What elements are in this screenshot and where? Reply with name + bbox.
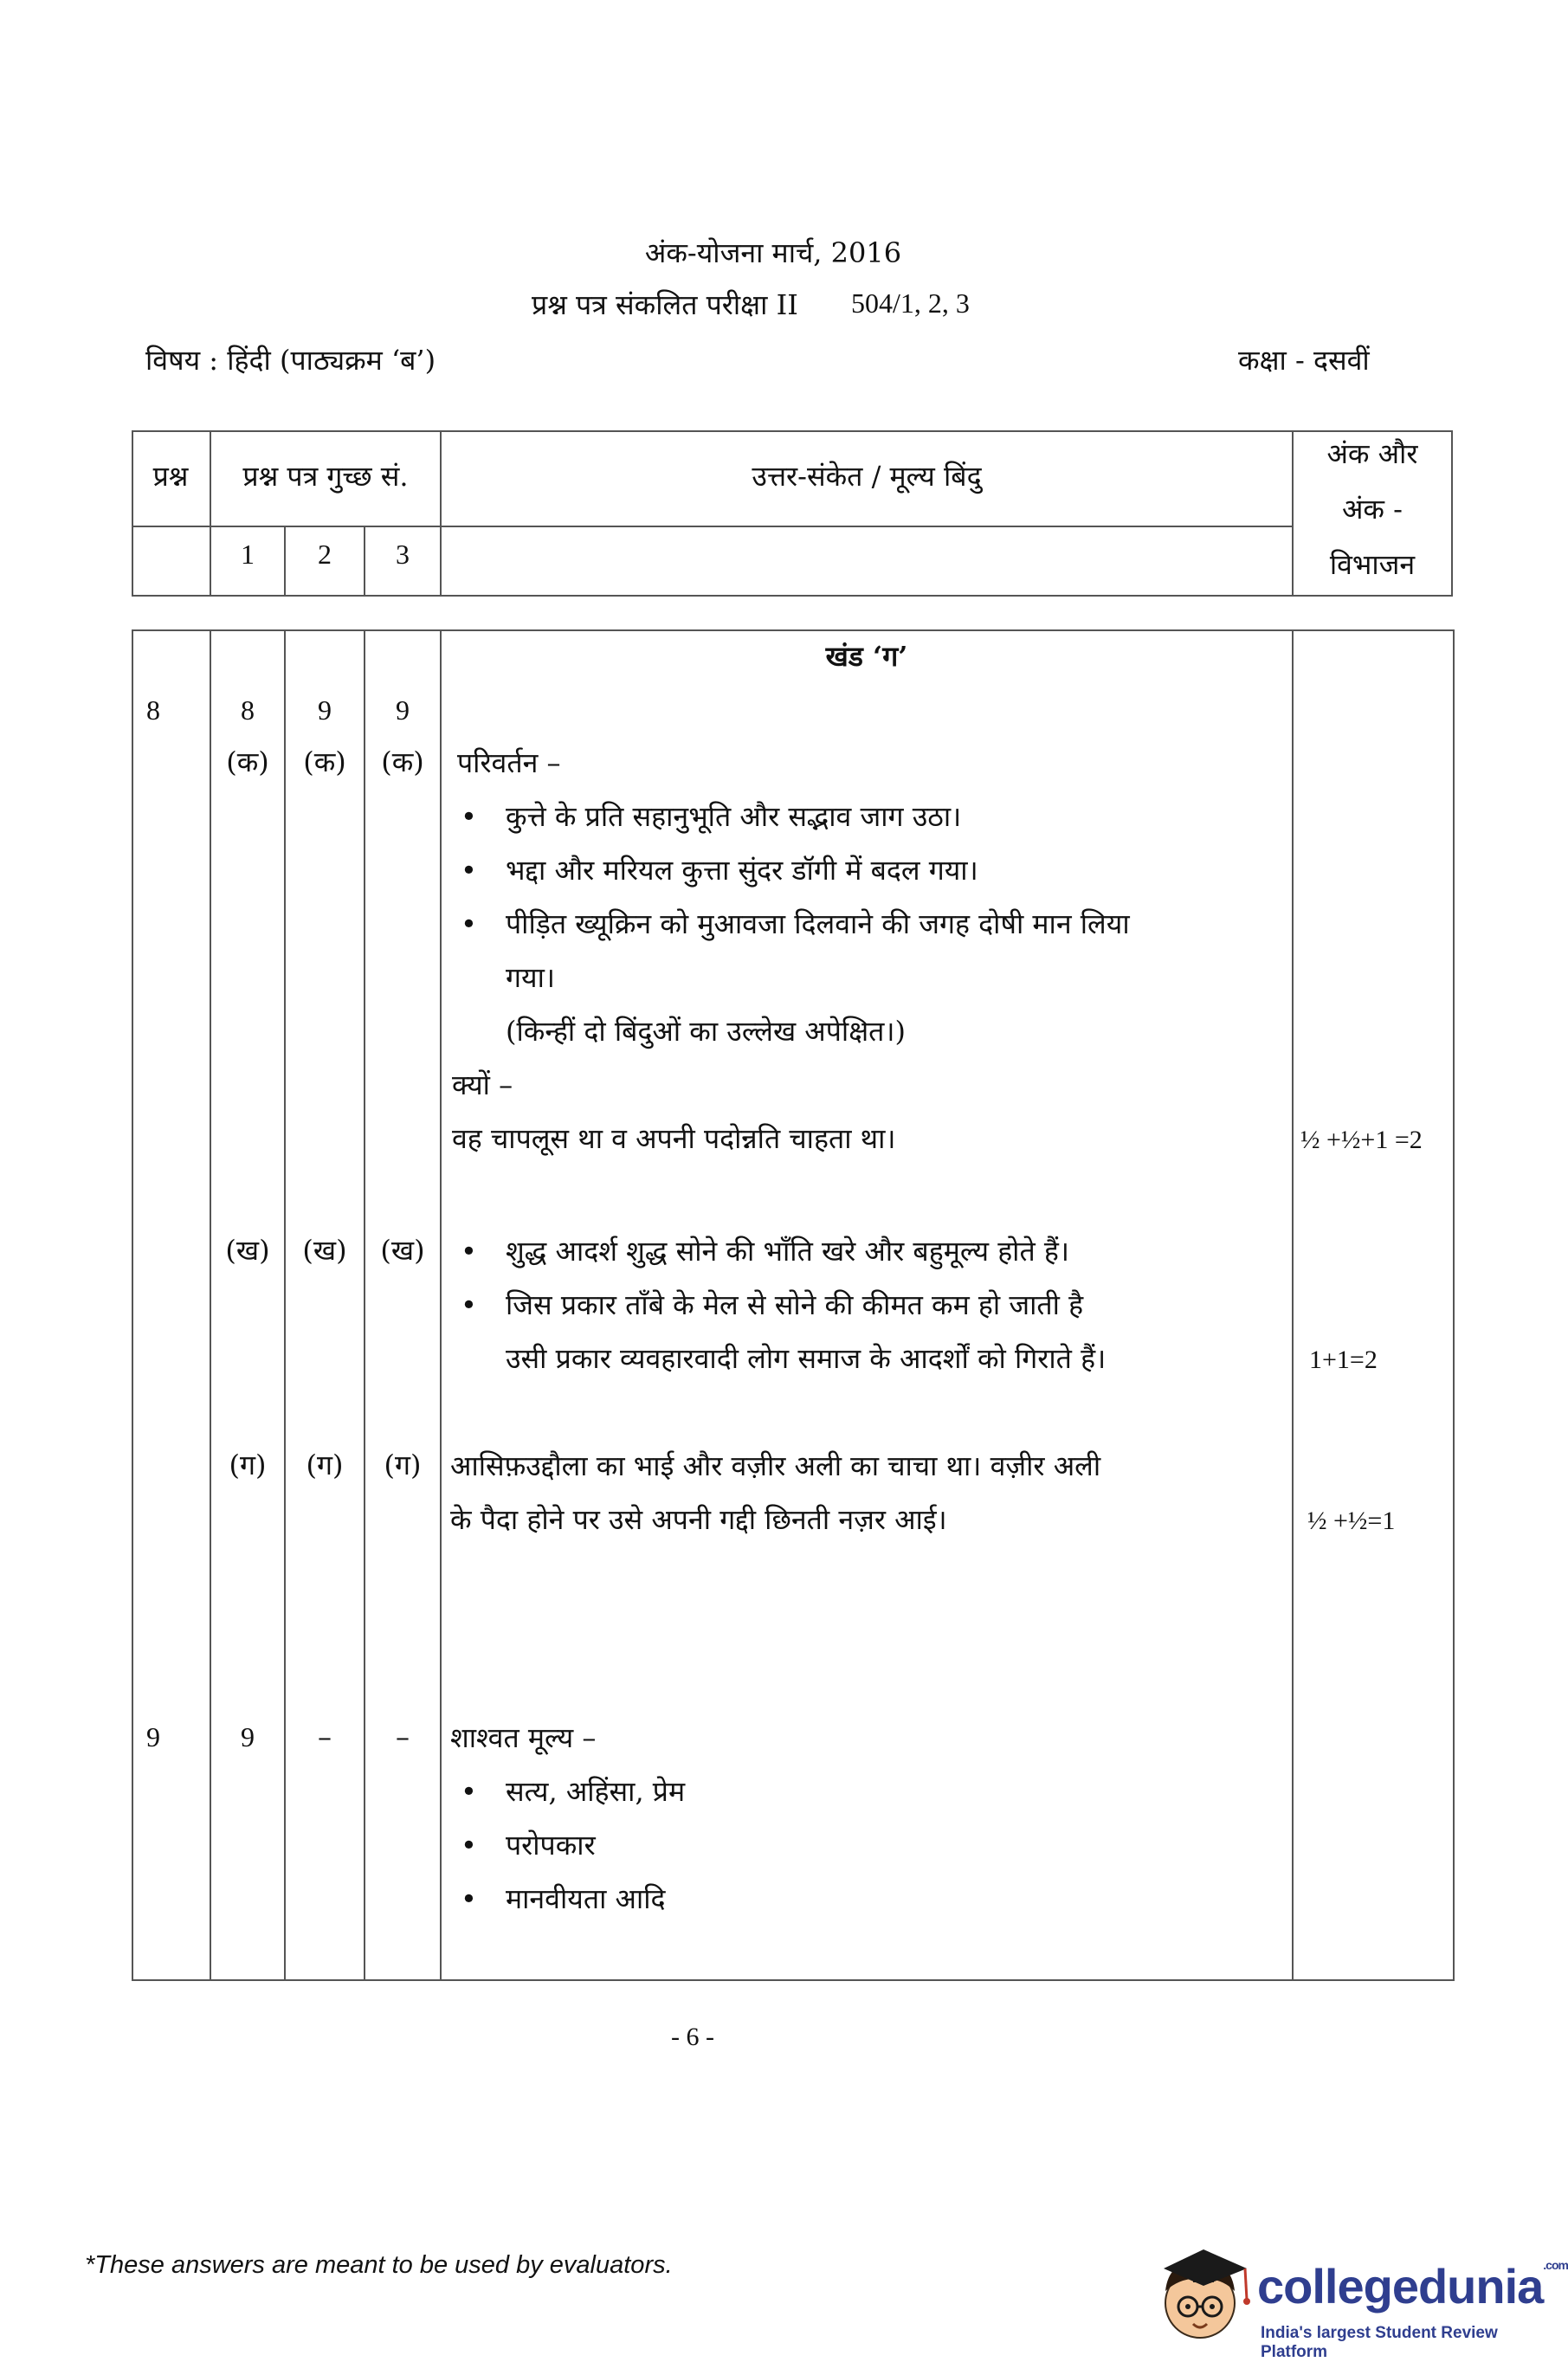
q8a-heading: परिवर्तन – xyxy=(457,746,561,779)
q8a-marks: ½ +½+1 =2 xyxy=(1300,1126,1423,1154)
brand-tagline: India's largest Student Review Platform xyxy=(1261,2324,1498,2361)
q8-set-2: 9 xyxy=(318,694,332,726)
q9-bullet: • सत्य, अहिंसा, प्रेम xyxy=(461,1775,686,1808)
q9-set-1: 9 xyxy=(241,1721,255,1752)
q8a-why: क्यों – xyxy=(452,1068,513,1101)
q8b-bullet: • जिस प्रकार ताँबे के मेल से सोने की कीमत कम हो जाती है xyxy=(461,1288,1084,1321)
q8c-line: के पैदा होने पर उसे अपनी गद्दी छिनती नज़र आई। xyxy=(450,1503,947,1536)
section-heading: खंड ‘ग’ xyxy=(825,640,908,673)
q9-set-2: – xyxy=(318,1720,332,1753)
q8a-why-answer: वह चापलूस था व अपनी पदोन्नति चाहता था। xyxy=(452,1122,896,1155)
q8a-bullet: • कुत्ते के प्रति सहानुभूति और सद्भाव जाग उठा। xyxy=(461,800,962,833)
set-3: 3 xyxy=(396,539,410,570)
col-marks-1: अंक और xyxy=(1326,437,1418,470)
q8-number: 8 xyxy=(146,694,160,726)
q8-set-1: 8 xyxy=(241,694,255,726)
set-2: 2 xyxy=(318,539,332,570)
col-marks-2: अंक - xyxy=(1341,493,1403,526)
page-number: - 6 - xyxy=(671,2023,714,2051)
paper-name: प्रश्न पत्र संकलित परीक्षा II xyxy=(532,288,798,321)
q8b-bullet: • शुद्ध आदर्श शुद्ध सोने की भाँति खरे और बहुमूल्य होते हैं। xyxy=(461,1235,1069,1268)
q9-bullet: • मानवीयता आदि xyxy=(461,1882,666,1915)
col-answer-hint: उत्तर-संकेत / मूल्य बिंदु xyxy=(752,460,982,493)
q8a-label-1: (क) xyxy=(226,745,269,778)
q8c-label-3: (ग) xyxy=(384,1449,422,1481)
q8-set-3: 9 xyxy=(396,694,410,726)
q9-heading: शाश्वत मूल्य – xyxy=(450,1721,597,1754)
q9-number: 9 xyxy=(146,1721,160,1752)
collegedunia-logo[interactable] xyxy=(1152,2234,1568,2361)
evaluator-disclaimer: *These answers are meant to be used by evaluators. xyxy=(85,2251,673,2279)
set-1: 1 xyxy=(241,539,255,570)
q8b-marks: 1+1=2 xyxy=(1309,1346,1378,1374)
document-title: अंक-योजना मार्च, 2016 xyxy=(644,236,902,269)
q8c-label-2: (ग) xyxy=(306,1449,344,1481)
col-marks-3: विभाजन xyxy=(1329,548,1416,581)
q8a-bullet: • पीड़ित ख्यूक्रिन को मुआवजा दिलवाने की जगह दोषी मान लिया xyxy=(461,907,1130,940)
class: कक्षा - दसवीं xyxy=(1238,344,1370,377)
q9-set-3: – xyxy=(396,1720,410,1753)
q8a-note: (किन्हीं दो बिंदुओं का उल्लेख अपेक्षित।) xyxy=(506,1015,907,1048)
q8b-label-2: (ख) xyxy=(302,1234,347,1267)
q8c-marks: ½ +½=1 xyxy=(1307,1507,1396,1535)
student-mascot-icon xyxy=(1152,2234,1255,2355)
q8a-bullet: • भद्दा और मरियल कुत्ता सुंदर डॉगी में बदल गया। xyxy=(461,854,978,887)
q8b-label-3: (ख) xyxy=(380,1234,425,1267)
q8b-label-1: (ख) xyxy=(225,1234,270,1267)
q9-bullet: • परोपकार xyxy=(461,1829,596,1862)
q8c-line: आसिफ़उद्दौला का भाई और वज़ीर अली का चाचा था। वज़ीर अली xyxy=(450,1449,1101,1482)
q8b-bullet-continuation: उसी प्रकार व्यवहारवादी लोग समाज के आदर्शों को गिराते हैं। xyxy=(506,1342,1107,1375)
q8a-label-3: (क) xyxy=(381,745,424,778)
paper-code: 504/1, 2, 3 xyxy=(851,287,970,319)
col-set-group: प्रश्न पत्र गुच्छ सं. xyxy=(242,460,409,493)
subject: विषय : हिंदी (पाठ्यक्रम ‘ब’) xyxy=(145,344,436,377)
q8a-label-2: (क) xyxy=(303,745,346,778)
q8c-label-1: (ग) xyxy=(229,1449,267,1481)
brand-name: collegedunia$^{.com}$ xyxy=(1257,2258,1568,2314)
brand-suffix: .com xyxy=(1543,2258,1568,2272)
col-question: प्रश्न xyxy=(152,460,189,493)
q8a-bullet-continuation: गया। xyxy=(506,961,555,994)
